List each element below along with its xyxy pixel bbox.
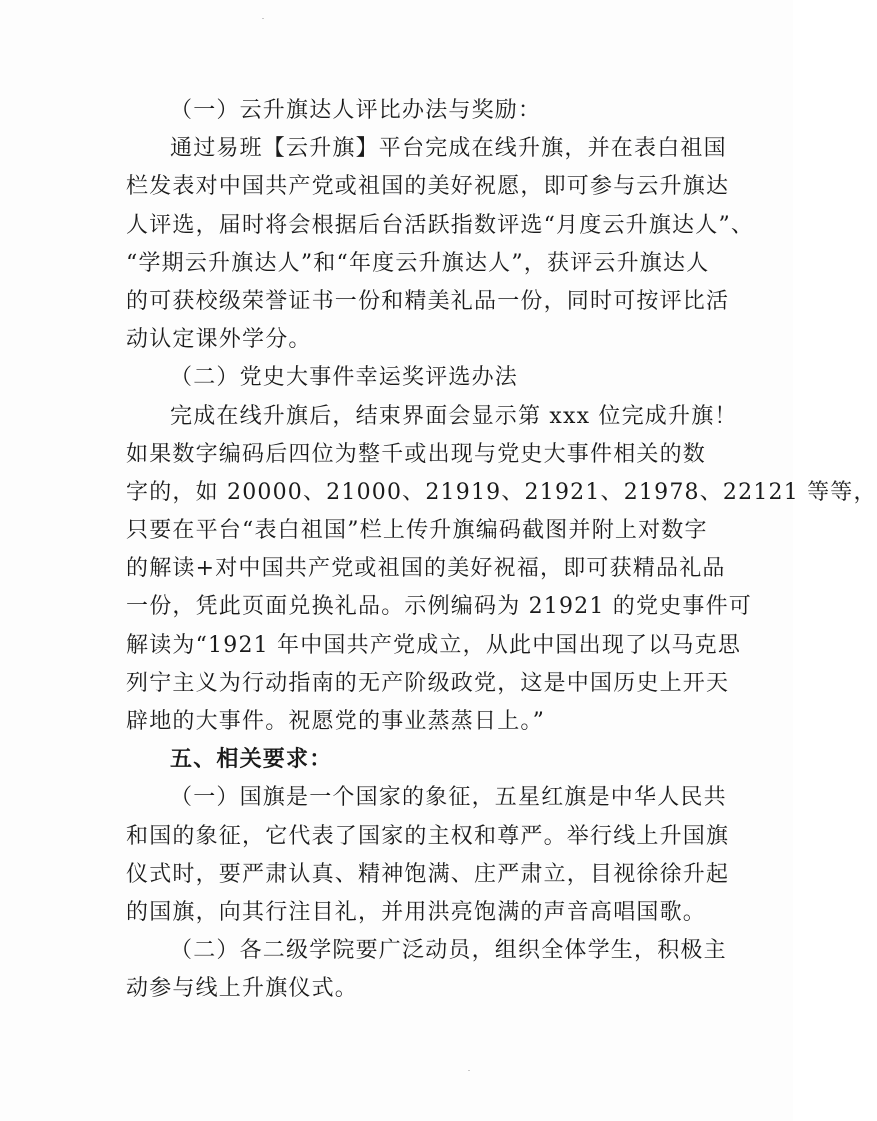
paragraph-line: 人评选，届时将会根据后台活跃指数评选“月度云升旗达人”、 [126, 212, 755, 238]
paragraph-line: （一）国旗是一个国家的象征，五星红旗是中华人民共 [170, 785, 727, 811]
paragraph-line: “学期云升旗达人”和“年度云升旗达人”，获评云升旗达人 [126, 250, 710, 276]
paragraph-line: 栏发表对中国共产党或祖国的美好祝愿，即可参与云升旗达 [126, 174, 730, 200]
paragraph-line: 和国的象征，它代表了国家的主权和尊严。举行线上升国旗 [126, 823, 730, 849]
paragraph-line: 只要在平台“表白祖国”栏上传升旗编码截图并附上对数字 [126, 518, 708, 544]
document-body [126, 92, 877, 1009]
paragraph-line: 解读为“1921 年中国共产党成立，从此中国出现了以马克思 [126, 632, 742, 658]
paragraph-line: 的可获校级荣誉证书一份和精美礼品一份，同时可按评比活 [126, 288, 730, 314]
section-heading-requirements: 五、相关要求： [170, 747, 333, 773]
paragraph-line: 字的，如 20000、21000、21919、21921、21978、22121 等等， [126, 479, 877, 505]
paragraph-line: 的解读+对中国共产党或祖国的美好祝福，即可获精品礼品 [126, 556, 726, 582]
paragraph-line: 动认定课外学分。 [126, 327, 312, 353]
paragraph-line: 如果数字编码后四位为整千或出现与党史大事件相关的数 [126, 441, 707, 467]
subheading-party-history-lucky-award: （二）党史大事件幸运奖评选办法 [170, 365, 519, 391]
paragraph-line: 一份，凭此页面兑换礼品。示例编码为 21921 的党史事件可 [126, 594, 752, 620]
paragraph-line: 通过易班【云升旗】平台完成在线升旗，并在表白祖国 [170, 136, 727, 162]
paragraph-line: 辟地的大事件。祝愿党的事业蒸蒸日上。” [126, 709, 546, 734]
paragraph-line: 的国旗，向其行注目礼，并用洪亮饱满的声音高唱国歌。 [126, 899, 707, 925]
paragraph-line: 完成在线升旗后，结束界面会显示第 xxx 位完成升旗！ [170, 403, 738, 429]
scan-speck [468, 1070, 470, 1071]
paragraph-line: 动参与线上升旗仪式。 [126, 976, 359, 1002]
paragraph-line: 仪式时，要严肃认真、精神饱满、庄严肃立，目视徐徐升起 [126, 861, 730, 887]
scan-speck [262, 18, 264, 19]
subheading-cloud-flag-award: （一）云升旗达人评比办法与奖励： [170, 98, 542, 123]
paragraph-line: （二）各二级学院要广泛动员，组织全体学生，积极主 [170, 938, 727, 964]
paragraph-line: 列宁主义为行动指南的无产阶级政党，这是中国历史上开天 [126, 670, 730, 696]
